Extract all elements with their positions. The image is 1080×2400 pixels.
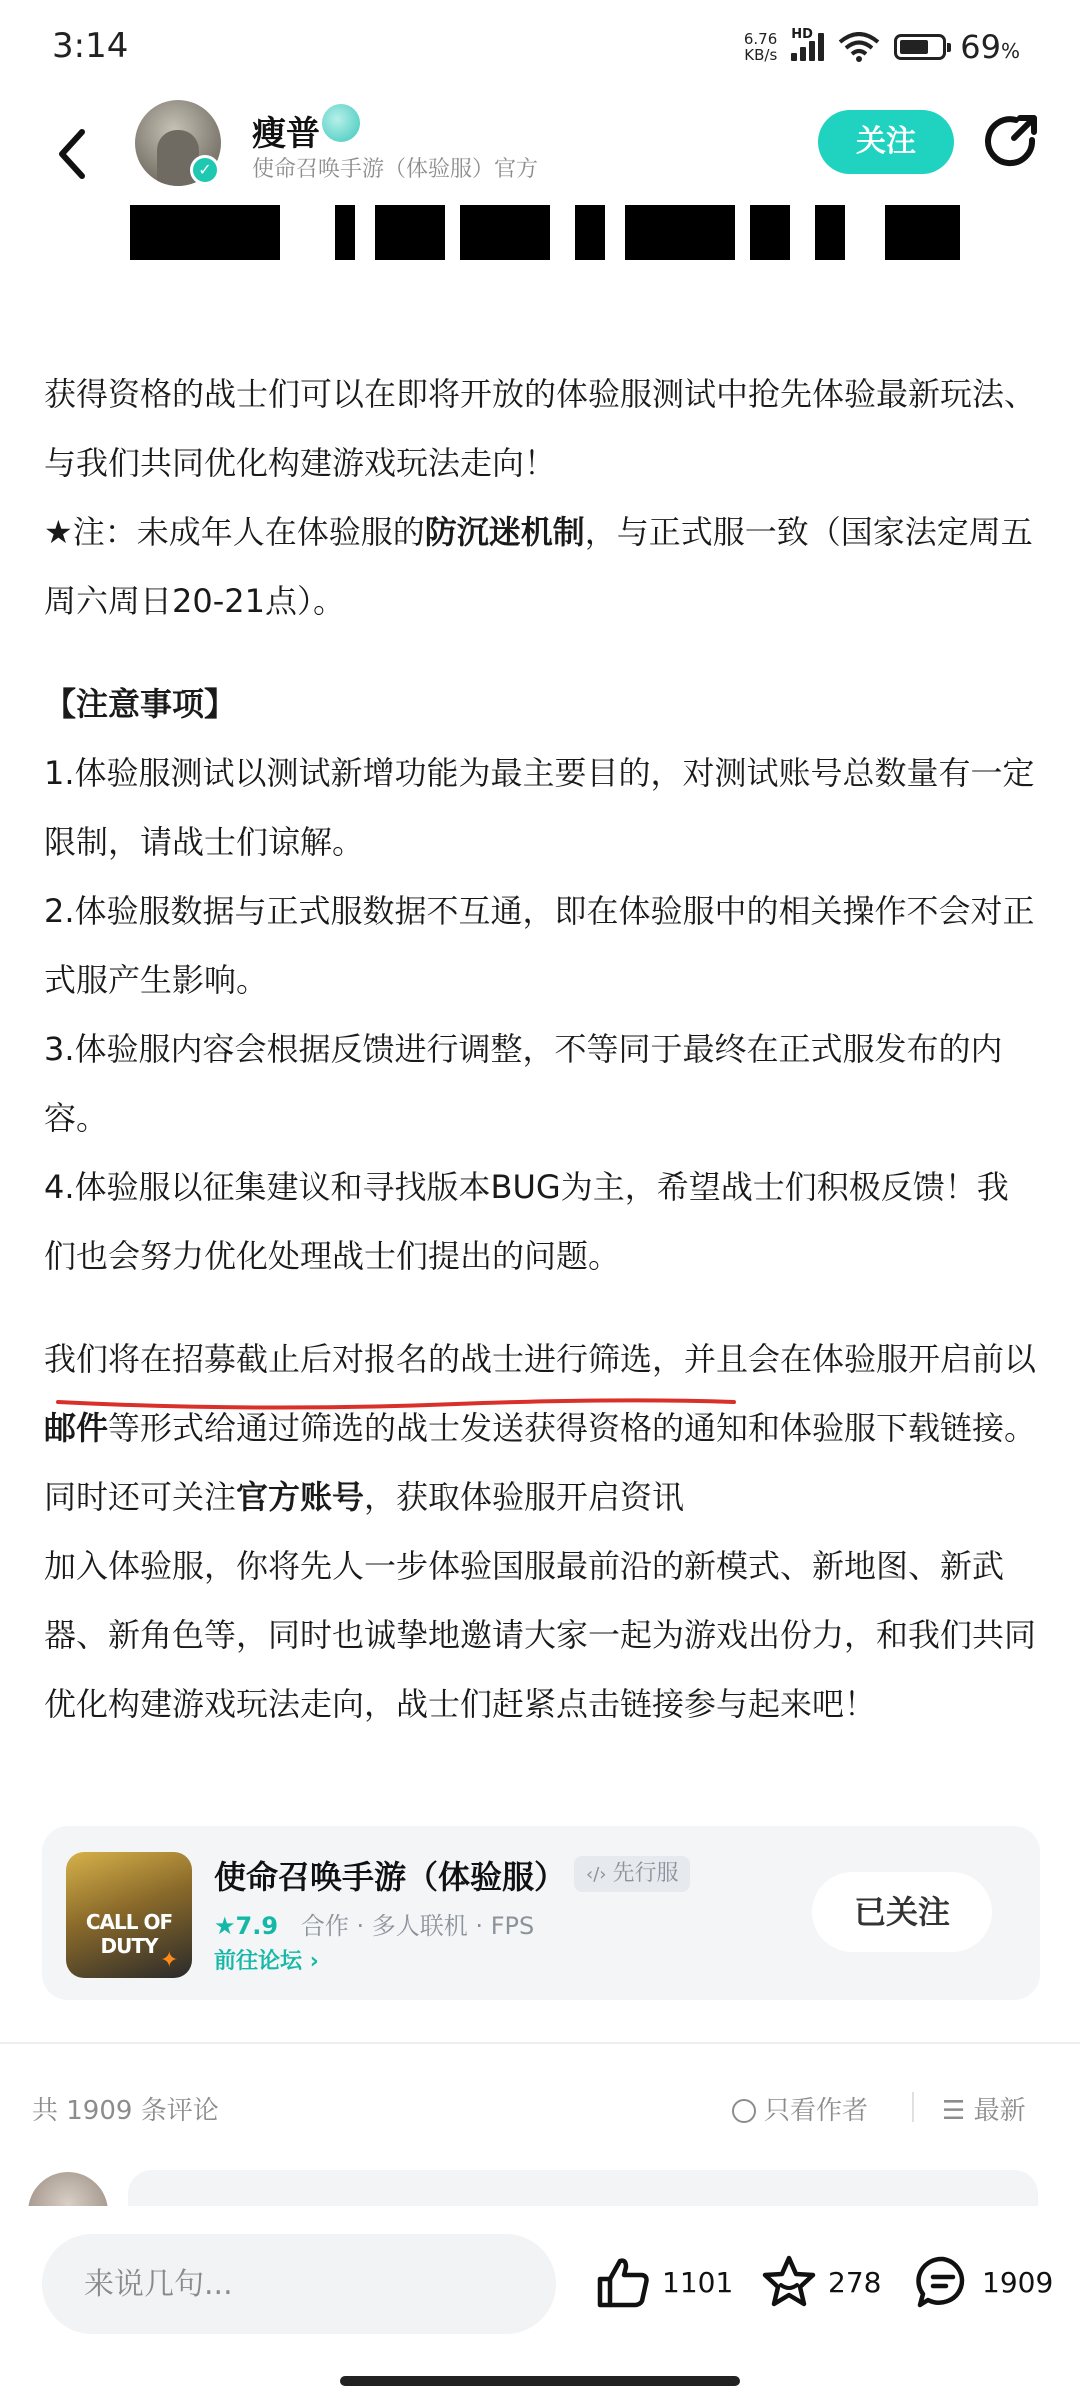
list-item: 3.体验服内容会根据反馈进行调整，不等同于最终在正式服发布的内容。	[44, 1030, 1003, 1137]
sort-icon: ☰	[942, 2096, 966, 2126]
share-icon	[982, 112, 1042, 172]
status-icons	[744, 28, 1020, 66]
paragraph: 获得资格的战士们可以在即将开放的体验服测试中抢先体验最新玩法、与我们共同优化构建游戏玩法走向！	[44, 375, 1037, 482]
like-count: 1101	[662, 2265, 734, 2299]
like-button[interactable]	[594, 2250, 733, 2314]
game-icon[interactable]: CALL OF DUTY ✦	[66, 1852, 192, 1978]
sparkle-icon: ✦	[160, 1948, 179, 1973]
handdrawn-underline	[56, 1390, 736, 1410]
thumbs-up-icon	[594, 2253, 652, 2311]
bold-text: 防沉迷机制	[424, 513, 585, 551]
list-item: 2.体验服数据与正式服数据不互通，即在体验服中的相关操作不会对正式服产生影响。	[44, 892, 1035, 999]
divider	[0, 2042, 1080, 2044]
game-card[interactable]	[42, 1826, 1040, 2000]
code-icon: ‹/›	[586, 1864, 607, 1885]
status-time: 3:14	[52, 26, 129, 66]
favorite-button[interactable]	[760, 2250, 881, 2314]
home-indicator[interactable]	[340, 2376, 740, 2386]
follow-button[interactable]: 关注	[818, 110, 954, 174]
chat-bubble-icon	[914, 2253, 972, 2311]
star-icon: ★	[214, 1912, 236, 1940]
star-outline-icon	[760, 2253, 818, 2311]
hd-badge: HD	[791, 27, 813, 42]
comment-count-bottom: 1909	[982, 2265, 1054, 2299]
verified-badge-icon: ✓	[190, 155, 220, 185]
author-subtitle: 使命召唤手游（体验服）官方	[252, 157, 539, 182]
net-speed-value: 6.76	[743, 30, 778, 48]
cell-signal-icon	[791, 27, 824, 61]
sort-toggle[interactable]: ☰ 最新	[942, 2096, 1026, 2126]
bottom-action-bar	[0, 2206, 1080, 2400]
separator	[912, 2092, 914, 2122]
comments-toolbar	[0, 2080, 1080, 2140]
post-header	[0, 100, 1080, 210]
author-name[interactable]: 瘦普	[252, 114, 320, 154]
game-genres: 合作 · 多人联机 · FPS	[300, 1912, 535, 1940]
share-button[interactable]	[982, 112, 1042, 172]
paragraph: 加入体验服，你将先人一步体验国服最前沿的新模式、新地图、新武器、新角色等，同时也诚挚地邀请大家一起为游戏出份力，和我们共同优化构建游戏玩法走向，战士们赶紧点击链接参与起来吧！	[44, 1547, 1037, 1723]
game-rating: 7.9	[235, 1912, 279, 1940]
notice-title: 【注意事项】	[44, 685, 237, 723]
post-body	[44, 360, 1040, 1739]
comment-input[interactable]	[42, 2234, 556, 2334]
game-meta	[214, 1906, 534, 1941]
back-button[interactable]	[48, 118, 98, 188]
list-item: 4.体验服以征集建议和寻找版本BUG为主，希望战士们积极反馈！我们也会努力优化处理战士们提出的问题。	[44, 1168, 1009, 1275]
chevron-left-icon	[48, 118, 98, 188]
paragraph: 我们将在招募截止后对报名的战士进行筛选，并且会在体验服开启前以邮件等形式给通过筛选的战士发送获得资格的通知和体验服下载链接。同时还可关注官方账号，获取体验服开启资讯	[44, 1340, 1037, 1516]
game-tag: ‹/› 先行服	[574, 1856, 690, 1892]
favorite-count: 278	[828, 2265, 882, 2299]
battery-percent: 69%	[960, 28, 1020, 66]
cropped-image-banner	[130, 205, 960, 260]
list-item: 1.体验服测试以测试新增功能为最主要目的，对测试账号总数量有一定限制，请战士们谅解。	[44, 754, 1035, 861]
net-speed	[744, 31, 777, 63]
comment-count: 共 1909 条评论	[32, 2096, 219, 2126]
battery-icon	[894, 34, 946, 60]
game-name[interactable]: 使命召唤手游（体验服）	[214, 1858, 567, 1896]
followed-button[interactable]: 已关注	[812, 1872, 992, 1952]
wifi-icon	[838, 32, 880, 62]
paragraph: ★注：未成年人在体验服的防沉迷机制，与正式服一致（国家法定周五周六周日20-21点）。	[44, 513, 1033, 620]
status-bar	[0, 0, 1080, 100]
globe-badge-icon	[322, 104, 360, 142]
forum-link[interactable]: 前往论坛 ›	[214, 1949, 319, 1974]
net-speed-unit: KB/s	[744, 46, 778, 64]
comment-button[interactable]	[914, 2250, 1053, 2314]
chevron-right-icon: ›	[309, 1949, 319, 1974]
radio-circle-icon	[732, 2099, 756, 2123]
only-author-toggle[interactable]: 只看作者	[732, 2090, 868, 2127]
